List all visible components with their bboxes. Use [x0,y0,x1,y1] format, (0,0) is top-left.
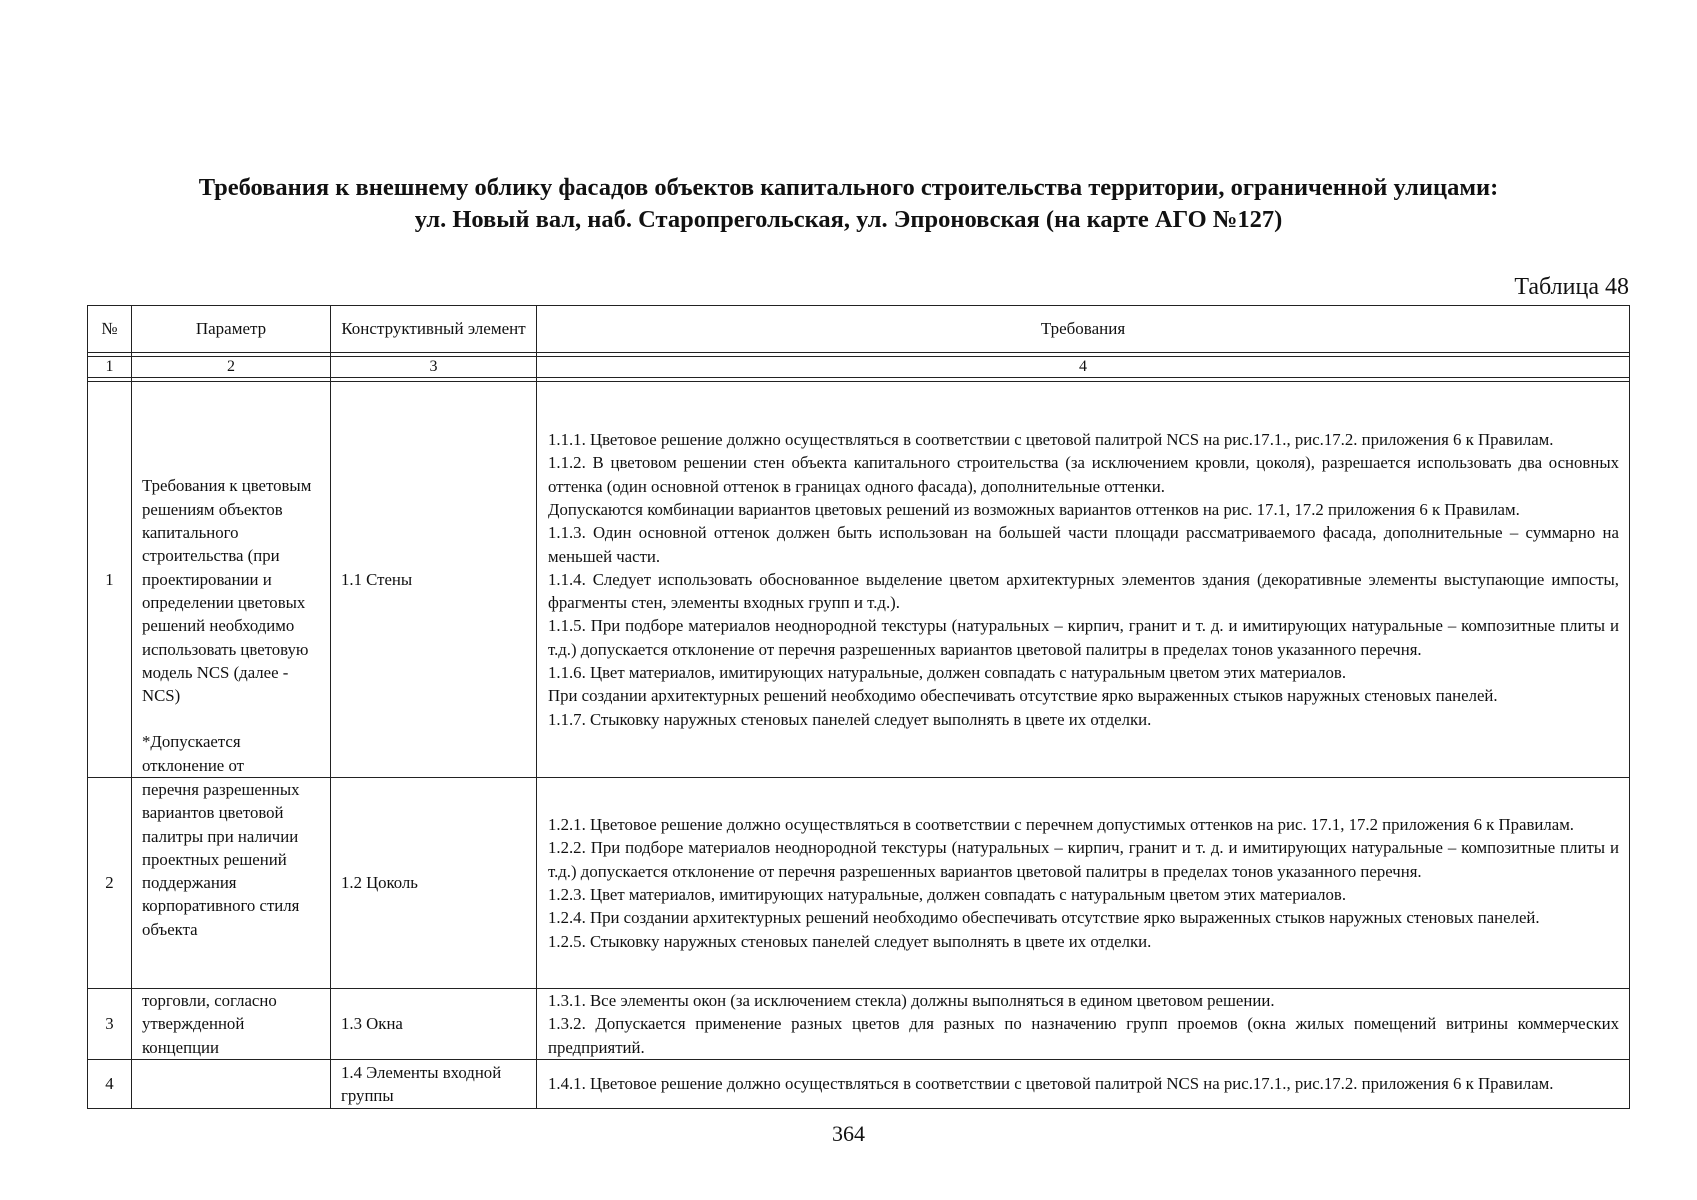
requirement-line: 1.3.2. Допускается применение разных цветов для разных по назначению групп проемов (окна жилых помещений витрины коммерческих предприятий. [548,1014,1619,1057]
title-line-2: ул. Новый вал, наб. Старопрегольская, ул. Эпроновская (на карте АГО №127) [414,206,1283,233]
column-number: 3 [331,357,537,378]
requirement-line: Допускаются комбинации вариантов цветовых решений из возможных вариантов оттенков на рис. 17.1, 17.2 приложения 6 к Правилам. [548,499,1520,519]
element-cell: 1.2 Цоколь [331,778,537,989]
requirements-cell [537,382,1630,778]
parameter-cell-continued [132,1060,331,1109]
title-line-1: Требования к внешнему облику фасадов объектов капитального строительства территории, ограниченной улицами: [198,174,1499,201]
requirement-line: 1.1.3. Один основной оттенок должен быть использован на большей части площади рассматриваемого фасада, дополнительные – суммарно на меньшей части. [548,523,1619,566]
row-number: 3 [88,989,132,1060]
column-number: 4 [537,357,1630,378]
requirement-line: 1.1.5. При подборе материалов неоднородной текстуры (натуральных – кирпич, гранит и т. д. и имитирующих натуральные – композитные плиты и т.д.) допускается отклонение от перечня разрешенных вариантов цветовой палитры в пределах тонов указанного перечня. [548,616,1619,659]
table-row [88,382,1630,778]
requirement-line: 1.2.5. Стыковку наружных стеновых панелей следует выполнять в цвете их отделки. [548,931,1152,951]
column-number: 1 [88,357,132,378]
requirement-line: 1.2.2. При подборе материалов неоднородной текстуры (натуральных – кирпич, гранит и т. д. и имитирующих натуральные – композитные плиты и т.д.) допускается отклонение от перечня разрешенных вариантов цветовой палитры в пределах тонов указанного перечня. [548,838,1619,881]
parameter-cell [132,382,331,778]
requirements-cell [537,778,1630,989]
requirement-line: 1.1.1. Цветовое решение должно осуществляться в соответствии с цветовой палитрой NCS на рис.17.1., рис.17.2. приложения 6 к Правилам. [548,430,1554,450]
header-no: № [88,306,132,353]
requirement-line: 1.2.4. При создании архитектурных решений необходимо обеспечивать отсутствие ярко выраженных стыков наружных стеновых панелей. [548,908,1540,928]
header-param: Параметр [132,306,331,353]
table-row [88,778,1630,989]
requirements-cell [537,989,1630,1060]
page-title [60,172,1637,236]
requirement-line: 1.1.6. Цвет материалов, имитирующих натуральные, должен совпадать с натуральным цветом этих материалов. [548,663,1347,683]
element-cell: 1.4 Элементы входной группы [331,1060,537,1109]
requirement-line: 1.2.3. Цвет материалов, имитирующих натуральные, должен совпадать с натуральным цветом этих материалов. [548,885,1347,904]
row-number: 2 [88,778,132,989]
row-number: 4 [88,1060,132,1109]
requirement-line: При создании архитектурных решений необходимо обеспечивать отсутствие ярко выраженных стыков наружных стеновых панелей. [548,686,1498,706]
header-requirements: Требования [537,306,1630,353]
page-number: 364 [832,1121,865,1146]
row-number: 1 [88,382,132,778]
parameter-cell-continued: торговли, согласно утвержденной концепции [132,989,331,1060]
column-number-row [88,357,1630,378]
element-cell: 1.3 Окна [331,989,537,1060]
requirements-cell [537,1060,1630,1109]
requirement-line: 1.3.1. Все элементы окон (за исключением стекла) должны выполняться в едином цветовом решении. [548,991,1275,1011]
parameter-text: Требования к цветовым решениям объектов капитального строительства (при проектировании и определении цветовых решений необходимо использовать цветовую модель NCS (далее - NCS) [142,476,312,706]
header-element: Конструктивный элемент [331,306,537,353]
column-number: 2 [132,357,331,378]
requirement-line: 1.1.2. В цветовом решении стен объекта капитального строительства (за исключением кровли, цоколя), разрешается использовать два основных оттенка (один основной оттенок в границах одного фасада), дополнительные оттенки. [548,453,1619,496]
table-header-row [88,306,1630,353]
requirement-line: 1.4.1. Цветовое решение должно осуществляться в соответствии с цветовой палитрой NCS на рис.17.1., рис.17.2. приложения 6 к Правилам. [548,1074,1554,1094]
element-cell: 1.1 Стены [331,382,537,778]
requirements-table [87,305,1630,1109]
parameter-note-start: *Допускается отклонение от [142,732,244,775]
table-label: Таблица 48 [1514,274,1629,300]
requirement-line: 1.1.7. Стыковку наружных стеновых панелей следует выполнять в цвете их отделки. [548,709,1152,729]
requirement-line: 1.1.4. Следует использовать обоснованное выделение цветом архитектурных элементов здания (декоративные элементы выступающие импосты, фрагменты стен, элементы входных групп и т.д.). [548,569,1619,613]
parameter-cell-continued: перечня разрешенных вариантов цветовой палитры при наличии проектных решений поддержания корпоративного стиля объекта [132,778,331,989]
table-row [88,1060,1630,1109]
requirement-line: 1.2.1. Цветовое решение должно осуществляться в соответствии с перечнем допустимых оттенков на рис. 17.1, 17.2 приложения 6 к Правилам. [548,815,1575,835]
table-row [88,989,1630,1060]
